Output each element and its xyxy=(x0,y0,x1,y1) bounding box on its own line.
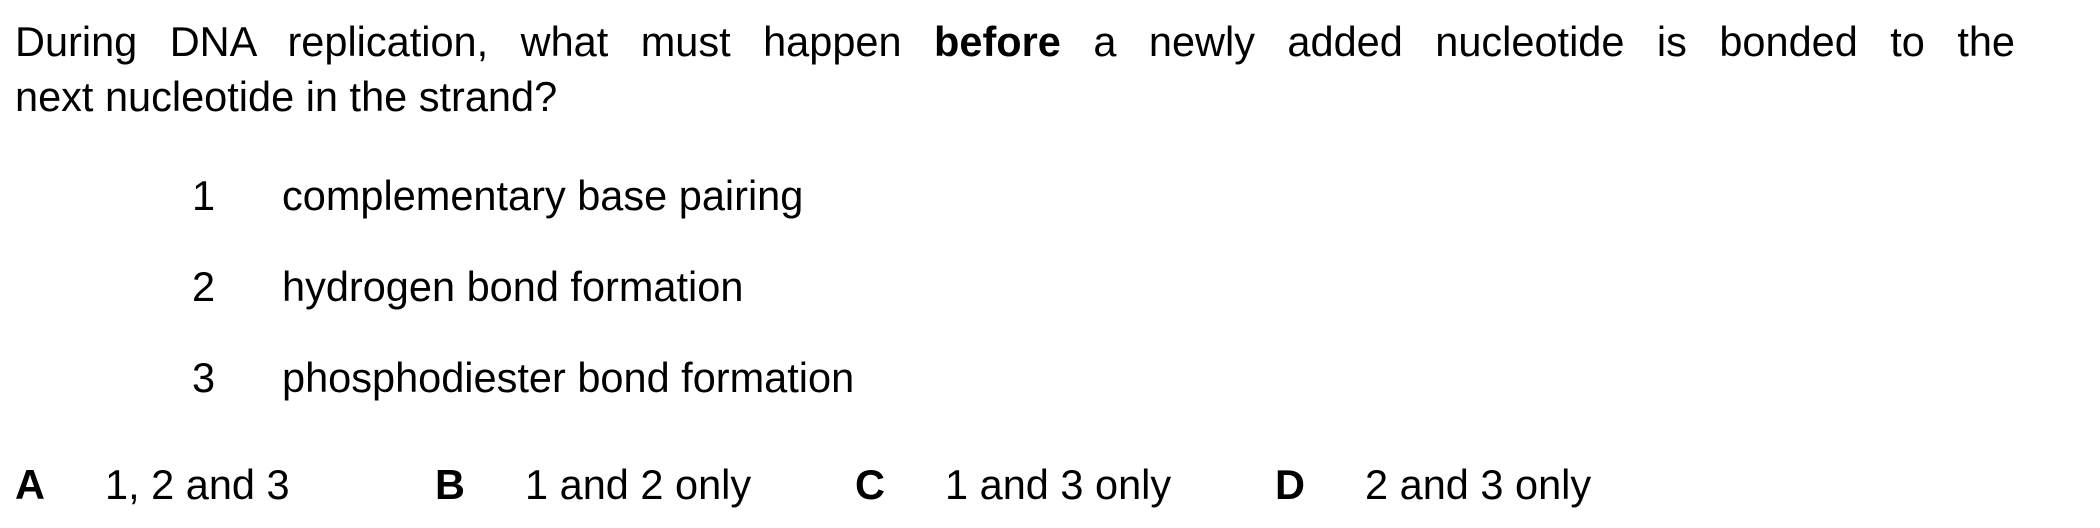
option-letter: D xyxy=(1275,461,1305,508)
option-letter: A xyxy=(15,461,45,508)
question-stem-line-1 xyxy=(15,14,2015,69)
stem-text-part-2: a newly added nucleotide is bonded to the xyxy=(1093,18,2016,65)
stem-emphasis-before: before xyxy=(934,18,1061,65)
option-text: 2 and 3 only xyxy=(1365,461,1592,508)
question-stem xyxy=(15,14,2015,124)
question-stem-line-2: next nucleotide in the strand? xyxy=(15,73,558,120)
statement-number: 2 xyxy=(192,263,216,310)
statement-text: complementary base pairing xyxy=(282,172,804,219)
option-letter: B xyxy=(435,461,465,508)
statement-number: 1 xyxy=(192,172,216,219)
statement-text: phosphodiester bond formation xyxy=(282,354,855,401)
option-text: 1 and 2 only xyxy=(525,461,752,508)
option-text: 1, 2 and 3 xyxy=(105,461,290,508)
statement-text: hydrogen bond formation xyxy=(282,263,744,310)
stem-text-part-1: During DNA replication, what must happen xyxy=(15,18,902,65)
option-letter: C xyxy=(855,461,885,508)
statement-number: 3 xyxy=(192,354,216,401)
option-text: 1 and 3 only xyxy=(945,461,1172,508)
